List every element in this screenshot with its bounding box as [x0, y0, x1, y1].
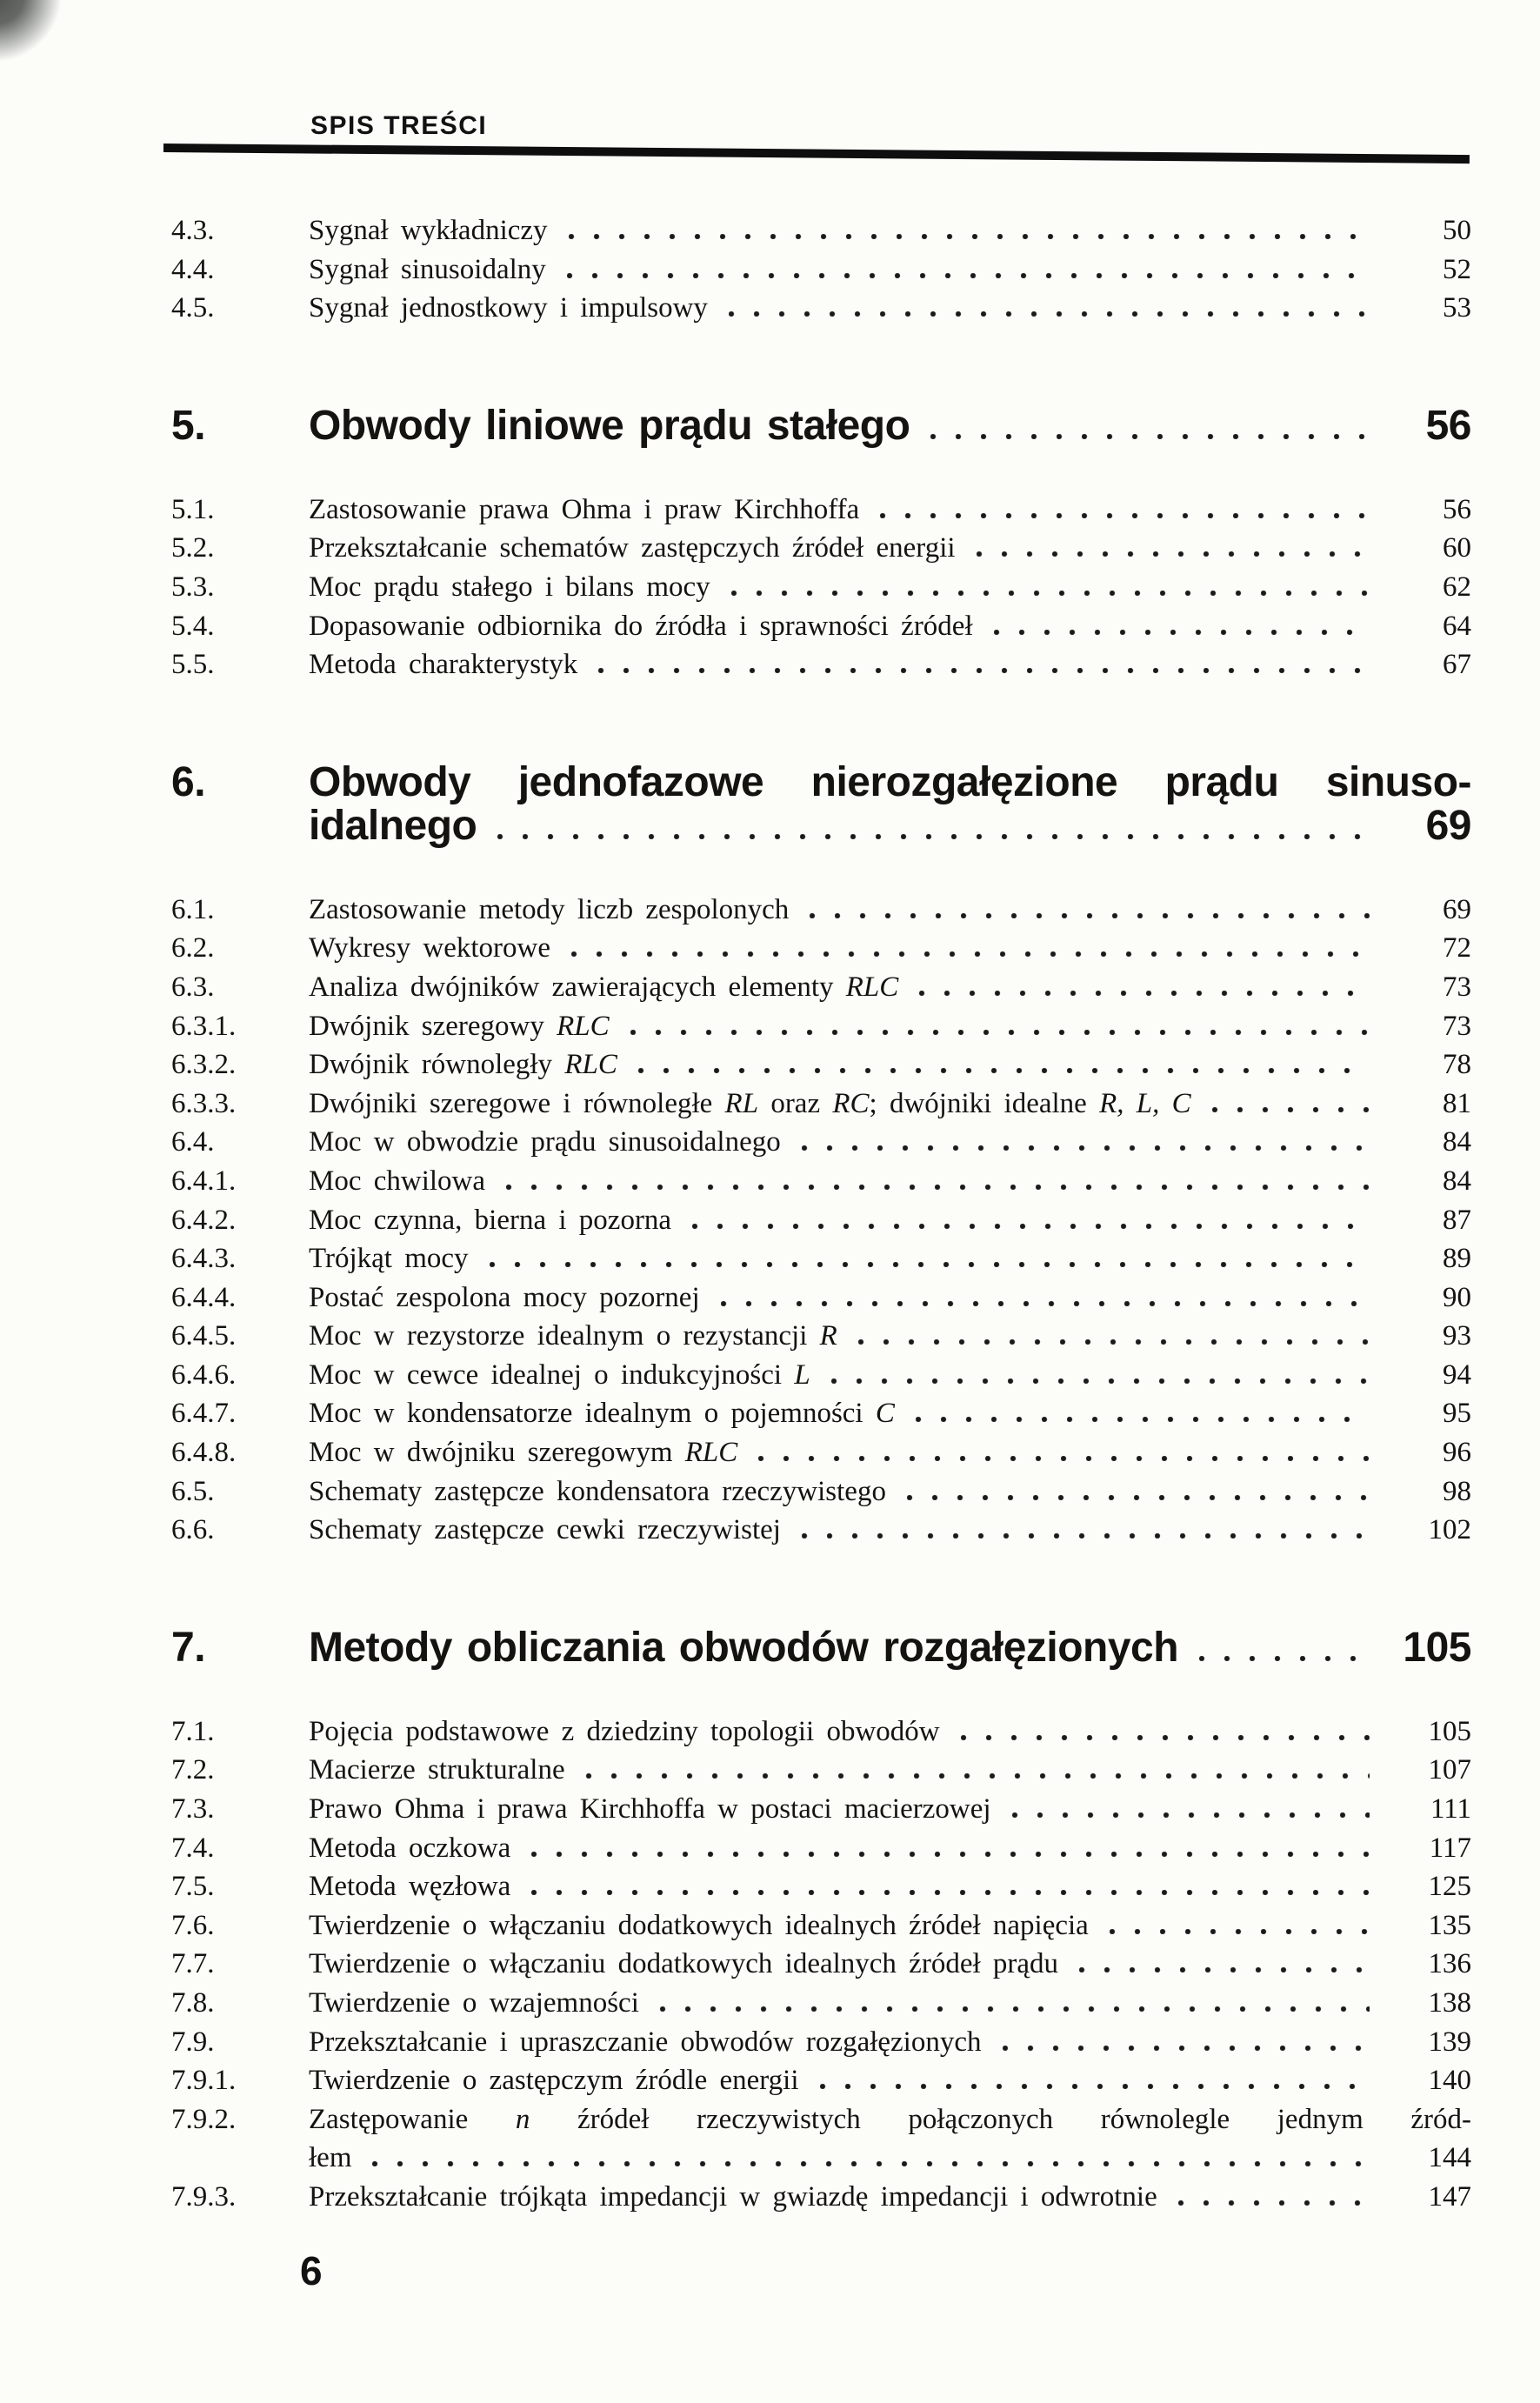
entry-title: Przekształcanie schematów zastępczych źródeł energii — [309, 532, 956, 564]
section-heading — [171, 1626, 1471, 1670]
dot-leader — [567, 273, 1370, 278]
section-items — [171, 1712, 1471, 2217]
title-text: Analiza dwójników zawierających elementy — [309, 971, 846, 1003]
entry-title: Sygnał wykładniczy — [309, 215, 548, 246]
entry-title: Twierdzenie o zastępczym źródle energii — [309, 2065, 799, 2097]
dot-leader — [907, 1495, 1370, 1500]
dot-leader — [802, 1533, 1370, 1539]
toc-row — [171, 2023, 1471, 2062]
italic-symbol: R, L, C — [1099, 1087, 1191, 1119]
dot-leader — [692, 1224, 1370, 1229]
italic-symbol: RLC — [557, 1010, 610, 1042]
entry-page: 67 — [1443, 649, 1471, 681]
entry-number: 7.4. — [171, 1832, 215, 1864]
title-text: oraz — [758, 1087, 833, 1119]
section-items — [171, 211, 1471, 328]
entry-title: Metody obliczania obwodów rozgałęzionych — [309, 1624, 1179, 1671]
entry-title — [309, 1007, 610, 1046]
toc-row — [171, 529, 1471, 568]
dot-leader — [490, 1262, 1370, 1267]
entry-number: 7.6. — [171, 1909, 215, 1941]
entry-page: 69 — [1425, 802, 1471, 849]
entry-title: Zastosowanie prawa Ohma i praw Kirchhoffa — [309, 493, 860, 525]
entry-number: 7.8. — [171, 1987, 215, 2019]
dot-leader — [1003, 2046, 1370, 2051]
dot-leader — [758, 1456, 1370, 1461]
entry-number: 7.5. — [171, 1871, 215, 1903]
toc-row — [171, 645, 1471, 684]
entry-number: 5.3. — [171, 571, 215, 603]
entry-title: Twierdzenie o włączaniu dodatkowych idealnych źródeł prądu — [309, 1948, 1059, 1980]
entry-page: 140 — [1428, 2065, 1471, 2097]
toc-row — [171, 1626, 1471, 1670]
section-heading — [171, 758, 1471, 849]
entry-page: 102 — [1428, 1514, 1471, 1546]
dot-leader — [810, 913, 1370, 918]
entry-title: Postać zespolona mocy pozornej — [309, 1281, 700, 1313]
toc-row — [171, 1356, 1471, 1395]
section-items — [171, 491, 1471, 684]
dot-leader — [660, 2006, 1370, 2012]
section-heading — [171, 404, 1471, 448]
toc-row — [171, 2139, 1471, 2178]
toc-row — [171, 211, 1471, 250]
entry-page: 56 — [1425, 402, 1471, 449]
toc-row — [171, 1201, 1471, 1240]
toc-row — [171, 1867, 1471, 1906]
entry-page: 93 — [1443, 1320, 1471, 1352]
entry-number: 5.1. — [171, 493, 215, 525]
toc-row — [171, 404, 1471, 448]
dot-leader — [638, 1068, 1370, 1073]
dot-leader — [919, 991, 1370, 996]
entry-number: 7.9.2. — [171, 2103, 237, 2135]
entry-number: 6.4.6. — [171, 1358, 237, 1391]
toc-row — [171, 1317, 1471, 1356]
entry-number: 7. — [171, 1624, 206, 1671]
dot-leader — [820, 2084, 1370, 2089]
dot-leader — [1212, 1107, 1370, 1112]
entry-number: 6. — [171, 758, 206, 805]
entry-title — [309, 1085, 1191, 1124]
toc-row — [171, 2061, 1471, 2100]
italic-symbol: n — [515, 2103, 530, 2135]
toc-row — [171, 1045, 1471, 1085]
entry-title: Moc chwilowa — [309, 1165, 486, 1197]
dot-leader — [497, 834, 1370, 839]
italic-symbol: RLC — [845, 971, 899, 1003]
dot-leader — [586, 1773, 1370, 1779]
entry-page: 73 — [1443, 1010, 1471, 1042]
toc-row — [171, 968, 1471, 1007]
entry-page: 105 — [1403, 1624, 1471, 1671]
entry-number: 6.4. — [171, 1126, 215, 1158]
entry-number: 6.4.4. — [171, 1281, 237, 1313]
entry-number: 6.6. — [171, 1514, 215, 1546]
entry-page: 78 — [1443, 1049, 1471, 1081]
entry-page: 62 — [1443, 571, 1471, 603]
title-text: Moc w dwójniku szeregowym — [309, 1437, 685, 1469]
entry-number: 6.4.8. — [171, 1437, 237, 1469]
italic-symbol: RLC — [564, 1049, 617, 1081]
entry-title: Pojęcia podstawowe z dziedziny topologii obwodów — [309, 1715, 940, 1747]
toc-row — [171, 250, 1471, 290]
dot-leader — [1079, 1967, 1370, 1972]
toc-row — [171, 804, 1471, 848]
entry-title: Obwody liniowe prądu stałego — [309, 402, 910, 449]
title-text: Dwójnik szeregowy — [309, 1010, 557, 1042]
entry-title: Sygnał sinusoidalny — [309, 253, 546, 285]
entry-page: 64 — [1443, 610, 1471, 642]
entry-title: Metoda węzłowa — [309, 1871, 511, 1903]
entry-page: 50 — [1443, 215, 1471, 246]
entry-title: Przekształcanie i upraszczanie obwodów rozgałęzionych — [309, 2026, 982, 2058]
dot-leader — [721, 1301, 1370, 1306]
entry-page: 84 — [1443, 1126, 1471, 1158]
entry-page: 52 — [1443, 253, 1471, 285]
dot-leader — [831, 1378, 1370, 1384]
page-number: 6 — [300, 2248, 323, 2293]
entry-number: 7.9. — [171, 2026, 215, 2058]
entry-title: łem — [309, 2142, 352, 2174]
entry-page: 94 — [1443, 1358, 1471, 1391]
entry-title: Wykresy wektorowe — [309, 932, 551, 965]
table-of-contents — [171, 211, 1471, 2217]
entry-number: 6.2. — [171, 932, 215, 965]
entry-number: 5. — [171, 402, 206, 449]
toc-row — [171, 491, 1471, 530]
dot-leader — [880, 513, 1370, 518]
entry-title: Zastosowanie metody liczb zespolonych — [309, 893, 790, 925]
entry-title: idalnego — [309, 802, 477, 849]
entry-number: 6.3. — [171, 971, 215, 1003]
dot-leader — [1199, 1656, 1370, 1661]
dot-leader — [372, 2161, 1370, 2166]
toc-row — [171, 929, 1471, 968]
italic-symbol: RC — [832, 1087, 870, 1119]
entry-page: 139 — [1428, 2026, 1471, 2058]
entry-title — [309, 2100, 1471, 2139]
entry-number: 5.4. — [171, 610, 215, 642]
entry-page: 84 — [1443, 1165, 1471, 1197]
entry-title — [309, 1433, 737, 1472]
entry-title — [309, 1317, 837, 1356]
toc-row — [171, 2178, 1471, 2217]
entry-title: Metoda oczkowa — [309, 1832, 511, 1864]
entry-page: 105 — [1428, 1715, 1471, 1747]
entry-number: 6.3.3. — [171, 1087, 237, 1119]
entry-number: 7.1. — [171, 1715, 215, 1747]
entry-number: 4.5. — [171, 292, 215, 324]
toc-row — [171, 607, 1471, 646]
dot-leader — [977, 551, 1370, 557]
title-text: ; dwójniki idealne — [869, 1087, 1100, 1119]
entry-number: 6.1. — [171, 893, 215, 925]
dot-leader — [729, 311, 1370, 317]
entry-page: 81 — [1443, 1087, 1471, 1119]
entry-title: Sygnał jednostkowy i impulsowy — [309, 292, 708, 324]
entry-number: 6.4.3. — [171, 1243, 237, 1275]
toc-row — [171, 1007, 1471, 1046]
header-rule — [163, 144, 1470, 164]
entry-number: 4.3. — [171, 215, 215, 246]
title-text: Moc w kondensatorze idealnym o pojemności — [309, 1398, 876, 1430]
entry-title: Macierze strukturalne — [309, 1754, 565, 1786]
toc-row — [171, 891, 1471, 930]
toc-row — [171, 1239, 1471, 1278]
toc-row — [171, 568, 1471, 607]
entry-number: 7.9.3. — [171, 2180, 237, 2213]
entry-page: 144 — [1428, 2142, 1471, 2174]
dot-leader — [598, 668, 1370, 673]
title-text: Zastępowanie — [309, 2103, 516, 2135]
entry-page: 125 — [1428, 1871, 1471, 1903]
dot-leader — [858, 1339, 1370, 1345]
entry-title — [309, 1394, 895, 1433]
entry-title: Moc czynna, bierna i pozorna — [309, 1204, 672, 1236]
entry-page: 138 — [1428, 1987, 1471, 2019]
entry-number: 7.3. — [171, 1793, 215, 1826]
toc-row — [171, 1984, 1471, 2023]
entry-title: Twierdzenie o wzajemności — [309, 1987, 639, 2019]
entry-page: 135 — [1428, 1909, 1471, 1941]
toc-row — [171, 1712, 1471, 1752]
entry-title: Prawo Ohma i prawa Kirchhoffa w postaci macierzowej — [309, 1793, 991, 1826]
toc-row — [171, 758, 1471, 805]
toc-row — [171, 1394, 1471, 1433]
entry-title: Obwody jednofazowe nierozgałęzione prądu sinuso- — [309, 758, 1471, 805]
entry-page: 147 — [1428, 2180, 1471, 2213]
toc-row — [171, 1945, 1471, 1984]
entry-title: Trójkąt mocy — [309, 1243, 469, 1275]
entry-title: Moc prądu stałego i bilans mocy — [309, 571, 710, 603]
italic-symbol: RLC — [684, 1437, 738, 1469]
dot-leader — [994, 630, 1370, 635]
entry-title — [309, 1045, 617, 1085]
toc-row — [171, 1162, 1471, 1201]
entry-number: 7.7. — [171, 1948, 215, 1980]
title-text: Moc w rezystorze idealnym o rezystancji — [309, 1320, 820, 1352]
entry-number: 6.5. — [171, 1475, 215, 1507]
entry-title: Metoda charakterystyk — [309, 649, 578, 681]
entry-page: 56 — [1443, 493, 1471, 525]
toc-row — [171, 1511, 1471, 1550]
entry-number: 4.4. — [171, 253, 215, 285]
title-text: źródeł rzeczywistych połączonych równolegle jednym źród- — [530, 2103, 1471, 2135]
section-items — [171, 891, 1471, 1550]
title-text: Moc w cewce idealnej o indukcyjności — [309, 1358, 795, 1391]
entry-number: 6.4.5. — [171, 1320, 237, 1352]
entry-page: 87 — [1443, 1204, 1471, 1236]
entry-page: 107 — [1428, 1754, 1471, 1786]
dot-leader — [1178, 2200, 1370, 2206]
entry-number: 6.4.1. — [171, 1165, 237, 1197]
scan-smudge — [0, 0, 68, 61]
toc-row — [171, 1278, 1471, 1318]
entry-page: 90 — [1443, 1281, 1471, 1313]
toc-row — [171, 1751, 1471, 1790]
toc-row — [171, 1472, 1471, 1512]
entry-title — [309, 1356, 810, 1395]
entry-number: 6.3.1. — [171, 1010, 237, 1042]
page-title: SPIS TREŚCI — [310, 111, 488, 140]
toc-row — [171, 1829, 1471, 1868]
entry-title: Schematy zastępcze cewki rzeczywistej — [309, 1514, 781, 1546]
toc-row — [171, 1790, 1471, 1829]
italic-symbol: R — [819, 1320, 837, 1352]
toc-row — [171, 289, 1471, 328]
entry-title: Moc w obwodzie prądu sinusoidalnego — [309, 1126, 781, 1158]
entry-page: 72 — [1443, 932, 1471, 965]
toc-row — [171, 1085, 1471, 1124]
italic-symbol: RL — [724, 1087, 759, 1119]
entry-page: 95 — [1443, 1398, 1471, 1430]
italic-symbol: L — [794, 1358, 810, 1391]
entry-number: 7.2. — [171, 1754, 215, 1786]
entry-title: Dopasowanie odbiornika do źródła i sprawności źródeł — [309, 610, 973, 642]
toc-row — [171, 1123, 1471, 1162]
entry-number: 5.2. — [171, 532, 215, 564]
dot-leader — [571, 951, 1370, 957]
dot-leader — [569, 234, 1370, 239]
dot-leader — [802, 1145, 1370, 1151]
entry-title: Twierdzenie o włączaniu dodatkowych idealnych źródeł napięcia — [309, 1909, 1089, 1941]
entry-page: 136 — [1428, 1948, 1471, 1980]
entry-number: 6.3.2. — [171, 1049, 237, 1081]
title-text: Dwójnik równoległy — [309, 1049, 565, 1081]
dot-leader — [930, 434, 1370, 439]
dot-leader — [630, 1030, 1370, 1035]
entry-page: 117 — [1429, 1832, 1471, 1864]
entry-number: 7.9.1. — [171, 2065, 237, 2097]
dot-leader — [916, 1417, 1370, 1422]
toc-row — [171, 1433, 1471, 1472]
dot-leader — [506, 1185, 1370, 1190]
entry-page: 53 — [1443, 292, 1471, 324]
entry-page: 69 — [1443, 893, 1471, 925]
title-text: Dwójniki szeregowe i równoległe — [309, 1087, 725, 1119]
entry-page: 98 — [1443, 1475, 1471, 1507]
italic-symbol: C — [875, 1398, 895, 1430]
entry-number: 5.5. — [171, 649, 215, 681]
entry-page: 60 — [1443, 532, 1471, 564]
toc-row — [171, 1906, 1471, 1946]
entry-page: 89 — [1443, 1243, 1471, 1275]
dot-leader — [1012, 1812, 1370, 1818]
entry-page: 96 — [1443, 1437, 1471, 1469]
dot-leader — [961, 1735, 1370, 1740]
entry-number: 6.4.2. — [171, 1204, 237, 1236]
entry-title — [309, 968, 898, 1007]
entry-page: 111 — [1430, 1793, 1471, 1826]
dot-leader — [531, 1890, 1370, 1895]
toc-row — [171, 2100, 1471, 2139]
dot-leader — [1110, 1929, 1370, 1934]
dot-leader — [531, 1852, 1370, 1857]
entry-page: 73 — [1443, 971, 1471, 1003]
entry-title: Przekształcanie trójkąta impedancji w gwiazdę impedancji i odwrotnie — [309, 2180, 1157, 2213]
entry-number: 6.4.7. — [171, 1398, 237, 1430]
entry-title: Schematy zastępcze kondensatora rzeczywistego — [309, 1475, 886, 1507]
dot-leader — [731, 591, 1370, 596]
